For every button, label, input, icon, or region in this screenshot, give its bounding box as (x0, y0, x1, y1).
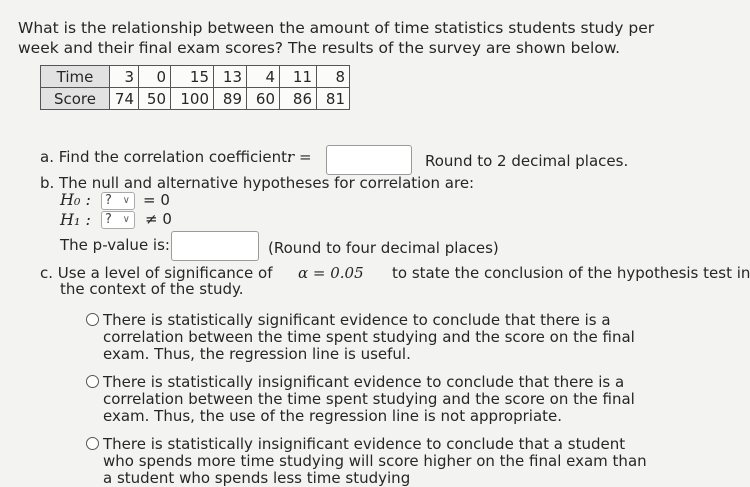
radio-button[interactable] (86, 375, 99, 388)
part-a-hint: Round to 2 decimal places. (425, 152, 629, 170)
correlation-coefficient-input[interactable] (326, 145, 412, 175)
data-table (40, 65, 350, 110)
table-cell: 100 (171, 88, 214, 110)
table-row-time (41, 66, 350, 88)
question-intro: What is the relationship between the amount of time statistics students study per week and their final exam scores? The results of the survey are shown below. (18, 19, 655, 57)
option-text: There is statistically insignificant evidence to conclude that a student who spends more time studying will score higher on the final exam than a student who spends less time studying (103, 435, 647, 487)
h1-label: H₁ : (60, 210, 91, 229)
conclusion-option-1[interactable] (86, 312, 656, 363)
option-text: There is statistically insignificant evidence to conclude that there is a correlation between the time spent studying and the score on the final exam. Thus, the use of the regression line is not appropriate. (103, 373, 635, 425)
table-cell: 81 (317, 88, 350, 110)
pvalue-input[interactable] (171, 231, 259, 261)
part-c-line1b: to state the conclusion of the hypothesis test in (392, 264, 750, 282)
row-header-time: Time (41, 66, 110, 88)
table-cell: 86 (280, 88, 317, 110)
part-b-label: b. The null and alternative hypotheses for correlation are: (40, 174, 475, 192)
h1-relation: ≠ 0 (145, 210, 172, 228)
option-text: There is statistically significant evidence to conclude that there is a correlation between the time spent studying and the score on the final exam. Thus, the regression line is useful. (103, 311, 635, 363)
table-cell: 11 (280, 66, 317, 88)
part-a-label: a. Find the correlation coefficient: (40, 148, 293, 166)
pvalue-hint: (Round to four decimal places) (268, 239, 499, 257)
h0-select-value: ? (105, 193, 112, 208)
alpha-value: α = 0.05 (298, 264, 364, 282)
h1-select[interactable] (101, 211, 135, 229)
table-cell: 89 (214, 88, 247, 110)
table-cell: 60 (247, 88, 280, 110)
part-c-line2: the context of the study. (60, 280, 244, 298)
row-header-score: Score (41, 88, 110, 110)
h0-select[interactable] (101, 192, 135, 210)
radio-button[interactable] (86, 313, 99, 326)
pvalue-label: The p-value is: (60, 236, 170, 254)
h0-label: H₀ : (60, 190, 91, 209)
table-cell: 4 (247, 66, 280, 88)
table-cell: 8 (317, 66, 350, 88)
h1-select-value: ? (105, 212, 112, 227)
part-c-line1: c. Use a level of significance of (40, 264, 273, 282)
conclusion-option-2[interactable] (86, 374, 656, 425)
r-symbol: r = (287, 148, 312, 166)
table-cell: 3 (110, 66, 139, 88)
table-cell: 50 (139, 88, 171, 110)
table-cell: 15 (171, 66, 214, 88)
table-cell: 13 (214, 66, 247, 88)
chevron-down-icon: ∨ (122, 214, 130, 225)
table-cell: 74 (110, 88, 139, 110)
chevron-down-icon: ∨ (122, 195, 130, 206)
radio-button[interactable] (86, 437, 99, 450)
h0-relation: = 0 (143, 191, 170, 209)
table-cell: 0 (139, 66, 171, 88)
table-row-score (41, 88, 350, 110)
conclusion-option-3[interactable] (86, 436, 656, 487)
